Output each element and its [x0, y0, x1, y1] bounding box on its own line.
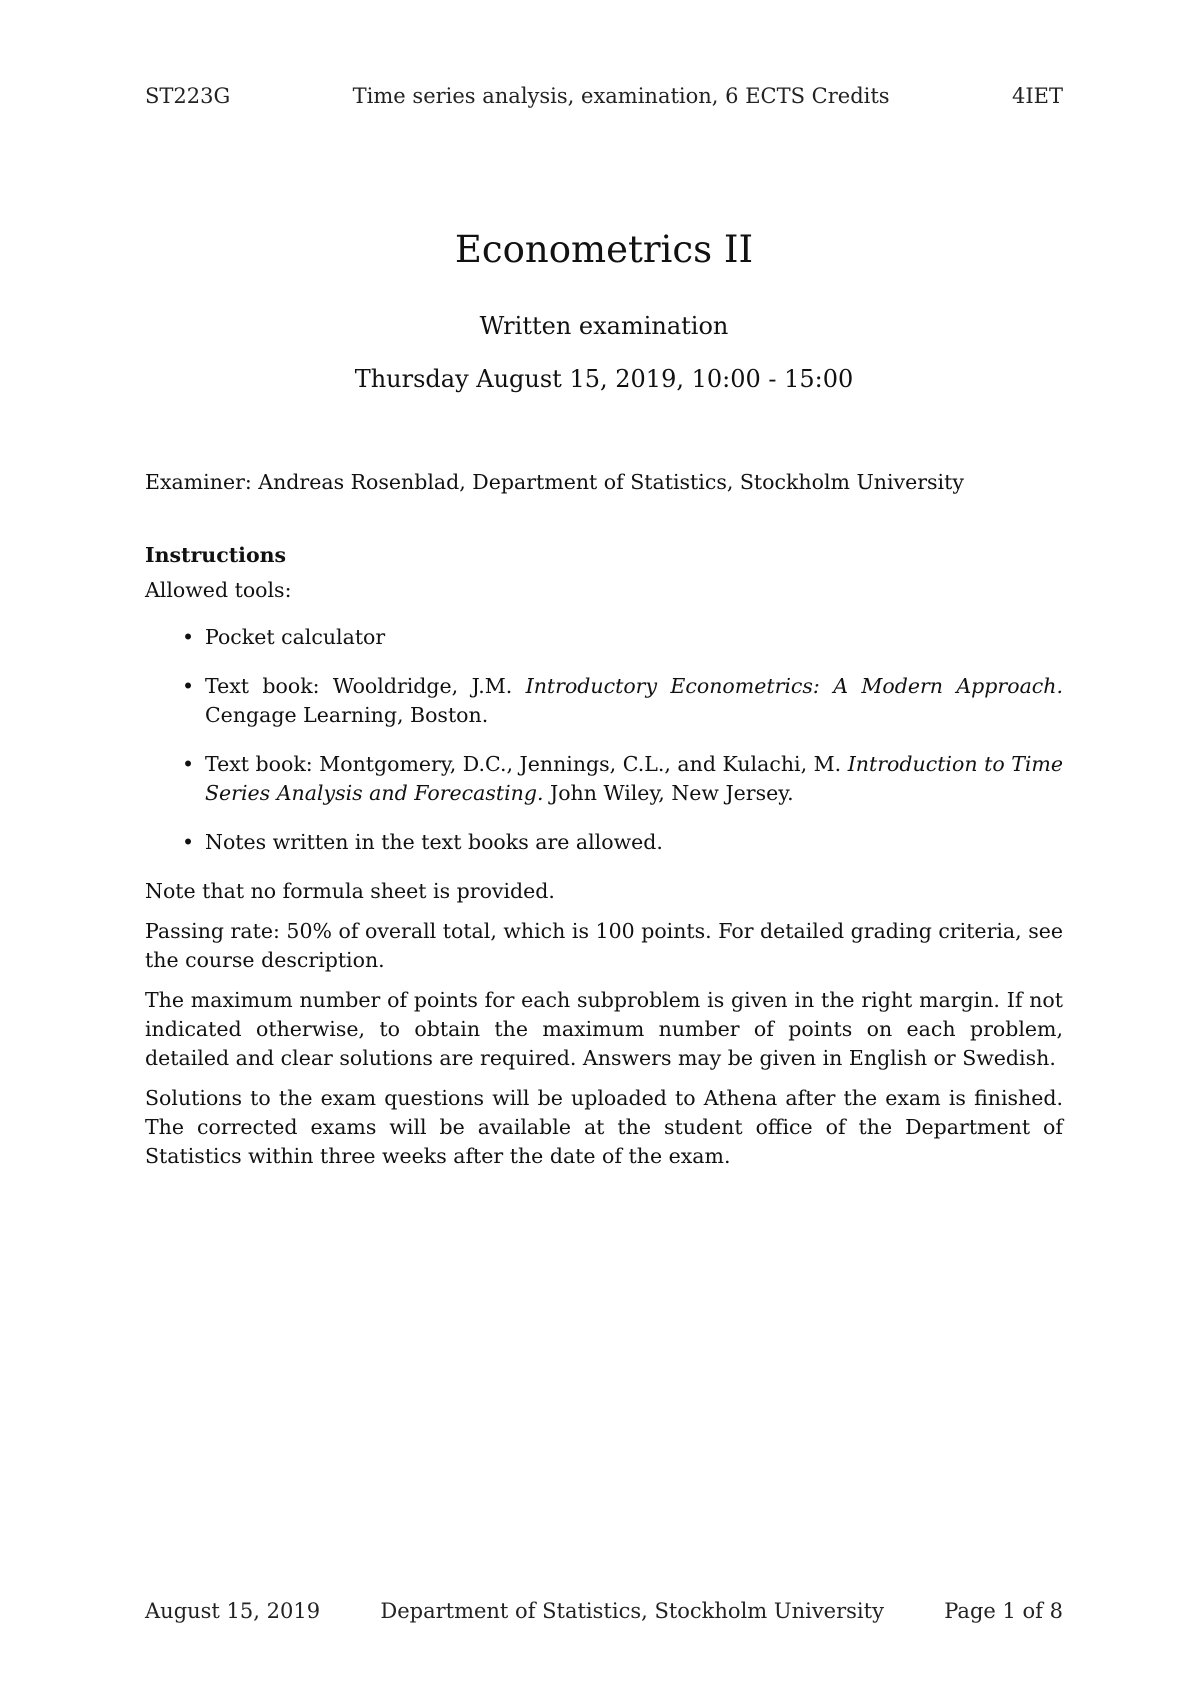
allowed-tools-list — [145, 623, 1063, 857]
book-title: Introductory Econometrics: A Modern Approach. — [525, 674, 1063, 698]
header-code-right: 4IET — [1011, 84, 1063, 108]
page-number: Page 1 of 8 — [944, 1599, 1063, 1623]
list-item — [145, 623, 1063, 652]
exam-date: Thursday August 15, 2019, 10:00 - 15:00 — [354, 365, 854, 394]
bullet-icon: • — [182, 625, 195, 649]
book-title: Introduction to Time Series Analysis and Forecasting. — [205, 752, 1064, 805]
examiner-line: Examiner: Andreas Rosenblad, Department of Statistics, Stockholm University — [145, 470, 964, 494]
page-header — [145, 84, 1063, 108]
tool-text-prefix: Text book: Montgomery, D.C., Jennings, C.L., and Kulachi, M. — [205, 752, 848, 776]
bullet-icon: • — [182, 830, 195, 854]
passing-rate-paragraph: Passing rate: 50% of overall total, which is 100 points. For detailed grading criteria, see the course description. — [145, 919, 1063, 972]
list-item — [145, 672, 1063, 730]
footer-date: August 15, 2019 — [145, 1599, 321, 1623]
instructions-heading: Instructions — [145, 543, 287, 567]
footer-department: Department of Statistics, Stockholm University — [380, 1599, 884, 1623]
document-body — [145, 468, 1063, 1182]
page-footer — [145, 1599, 1063, 1623]
list-item — [145, 750, 1063, 808]
list-item — [145, 828, 1063, 857]
points-paragraph: The maximum number of points for each subproblem is given in the right margin. If not indicated otherwise, to obtain the maximum number of points on each problem, detailed and clear solutions are required. Answers may be given in English or Swedish. — [145, 988, 1063, 1070]
tool-text-prefix: Text book: Wooldridge, J.M. — [205, 674, 526, 698]
tool-text-suffix: John Wiley, New Jersey. — [543, 781, 794, 805]
tool-text: Pocket calculator — [205, 625, 386, 649]
bullet-icon: • — [182, 674, 195, 698]
title-block — [145, 228, 1063, 394]
note-paragraph: Note that no formula sheet is provided. — [145, 879, 555, 903]
tool-text: Notes written in the text books are allowed. — [205, 830, 663, 854]
page-subtitle: Written examination — [479, 312, 729, 341]
tool-text-suffix: Cengage Learning, Boston. — [205, 703, 489, 727]
allowed-tools-label: Allowed tools: — [145, 578, 292, 602]
solutions-paragraph: Solutions to the exam questions will be uploaded to Athena after the exam is finished. The corrected exams will be available at the student office of the Department of Statistics within three weeks after the date of the exam. — [145, 1086, 1063, 1168]
header-course-title: Time series analysis, examination, 6 ECTS Credits — [352, 84, 890, 108]
page-title: Econometrics II — [454, 228, 754, 271]
bullet-icon: • — [182, 752, 195, 776]
header-course-code: ST223G — [145, 84, 231, 108]
